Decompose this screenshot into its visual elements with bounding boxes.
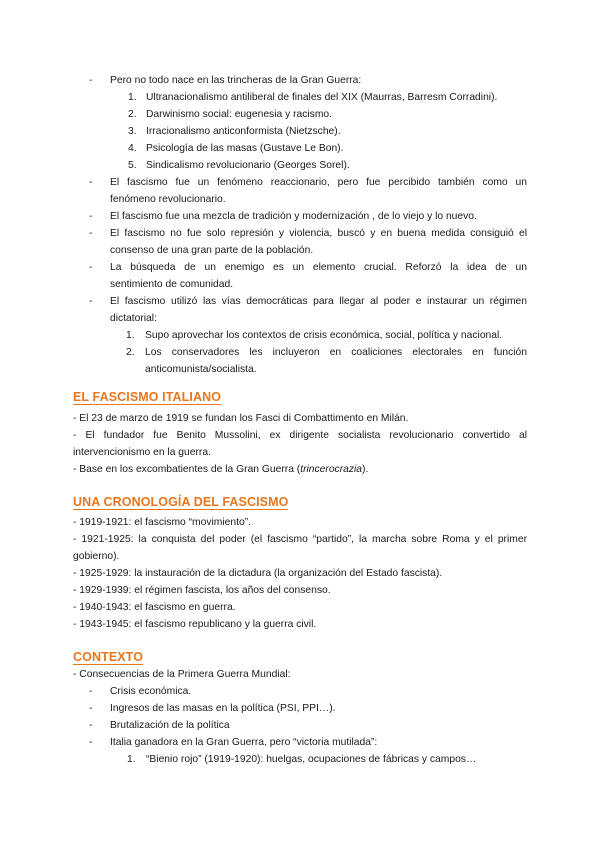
section-heading-text: CONTEXTO — [73, 650, 144, 664]
bullet-dash: - — [89, 296, 93, 307]
sublist-item-text: Sindicalismo revolucionario (Georges Sorel). — [146, 160, 350, 171]
bullet-dash: - — [89, 737, 93, 748]
list-number: 1. — [128, 92, 137, 103]
list-item-text: El fascismo no fue solo represión y violencia, buscó y en buena medida consiguió el — [110, 228, 527, 239]
list-number: 2. — [126, 347, 135, 358]
section-heading — [73, 389, 221, 406]
paragraph-text-start: - Base en los excombatientes de la Gran Guerra ( — [73, 464, 301, 475]
sublist-item-text: Irracionalismo anticonformista (Nietzsche). — [146, 126, 341, 137]
list-number: 3. — [128, 126, 137, 137]
section-heading-text: UNA CRONOLOGÍA DEL FASCISMO — [73, 495, 289, 509]
list-item-text: Crisis económica. — [110, 686, 192, 697]
section-heading — [73, 649, 143, 666]
chronology-text: gobierno). — [73, 551, 120, 562]
sublist-item-text: Darwinismo social: eugenesia y racismo. — [146, 109, 332, 120]
sublist-item-text: “Bienio rojo” (1919-1920): huelgas, ocupaciones de fábricas y campos… — [146, 754, 477, 765]
paragraph-text: - Consecuencias de la Primera Guerra Mundial: — [73, 669, 291, 680]
chronology-text: - 1919-1921: el fascismo “movimiento”. — [73, 517, 251, 528]
sublist-item-text: Supo aprovechar los contextos de crisis económica, social, política y nacional. — [145, 330, 503, 341]
sublist-item-text: Psicología de las masas (Gustave Le Bon). — [146, 143, 344, 154]
list-item-text: sentimiento de comunidad. — [110, 279, 234, 290]
section-heading — [73, 494, 288, 511]
italic-term: trincerocrazia — [300, 464, 363, 475]
section-heading-text: EL FASCISMO ITALIANO — [73, 390, 222, 404]
bullet-dash: - — [89, 211, 93, 222]
bullet-dash: - — [89, 228, 93, 239]
list-number: 2. — [128, 109, 137, 120]
sublist-item-text: Los conservadores les incluyeron en coaliciones electorales en función — [145, 347, 527, 358]
bullet-dash: - — [89, 262, 93, 273]
chronology-text: - 1943-1945: el fascismo republicano y la guerra civil. — [73, 619, 317, 630]
chronology-text: - 1925-1929: la instauración de la dictadura (la organización del Estado fascista). — [73, 568, 443, 579]
list-number: 5. — [128, 160, 137, 171]
list-item-text: Pero no todo nace en las trincheras de la Gran Guerra: — [110, 75, 362, 86]
chronology-text: - 1921-1925: la conquista del poder (el fascismo “partido”, la marcha sobre Roma y el primer — [73, 534, 527, 545]
list-number: 4. — [128, 143, 137, 154]
bullet-dash: - — [89, 703, 93, 714]
paragraph-text: intervencionismo en la guerra. — [73, 447, 211, 458]
list-item-text: El fascismo fue un fenómeno reaccionario, pero fue percibido también como un — [110, 177, 527, 188]
list-item-text: El fascismo utilizó las vías democráticas para llegar al poder e instaurar un régimen — [110, 296, 527, 307]
list-number: 1. — [127, 754, 136, 765]
bullet-dash: - — [89, 686, 93, 697]
paragraph-text: - El fundador fue Benito Mussolini, ex dirigente socialista revolucionario convertido al — [73, 430, 527, 441]
sublist-item-text: anticomunista/socialista. — [145, 364, 257, 375]
list-item-text: Italia ganadora en la Gran Guerra, pero “victoria mutilada”: — [110, 737, 378, 748]
paragraph-text: - El 23 de marzo de 1919 se fundan los Fasci di Combattimento en Milán. — [73, 413, 409, 424]
list-number: 1. — [126, 330, 135, 341]
list-item-text: consenso de una gran parte de la población. — [110, 245, 314, 256]
list-item-text: La búsqueda de un enemigo es un elemento crucial. Reforzó la idea de un — [110, 262, 527, 273]
bullet-dash: - — [89, 177, 93, 188]
bullet-dash: - — [89, 720, 93, 731]
chronology-text: - 1940-1943: el fascismo en guerra. — [73, 602, 236, 613]
list-item-text: El fascismo fue una mezcla de tradición y modernización , de lo viejo y lo nuevo. — [110, 211, 477, 222]
sublist-item-text: Ultranacionalismo antiliberal de finales del XIX (Maurras, Barresm Corradini). — [146, 92, 498, 103]
list-item-text: fenómeno revolucionario. — [110, 194, 226, 205]
paragraph-text-end: ). — [362, 464, 369, 475]
list-item-text: Ingresos de las masas en la política (PSI, PPI…). — [110, 703, 336, 714]
bullet-dash: - — [89, 75, 93, 86]
list-item-text: Brutalización de la política — [110, 720, 230, 731]
list-item-text: dictatorial: — [110, 313, 157, 324]
chronology-text: - 1929-1939: el régimen fascista, los años del consenso. — [73, 585, 331, 596]
paragraph-text — [73, 461, 368, 478]
